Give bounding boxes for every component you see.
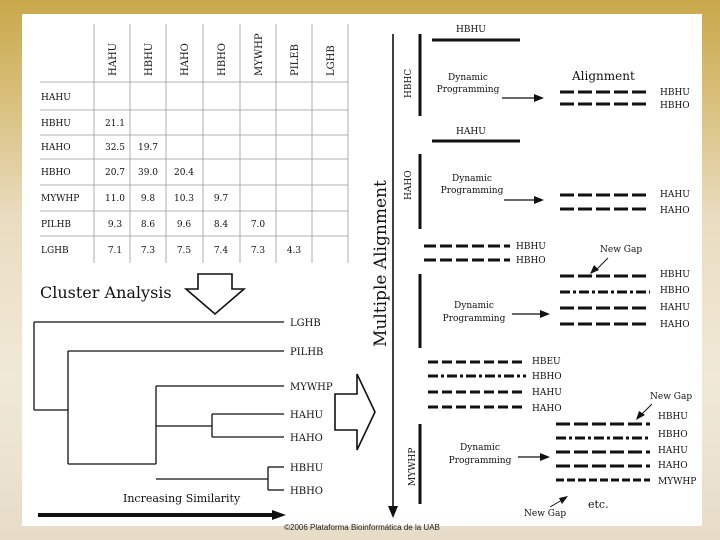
process-label: Dynamic <box>448 73 488 83</box>
output-label: HAHO <box>660 320 690 330</box>
leaf-label: MYWHP <box>290 382 333 393</box>
alignment-title: Alignment <box>572 69 635 83</box>
row-header: MYWHP <box>41 194 80 204</box>
output-label: HBHU <box>660 270 690 280</box>
arrow-icon <box>534 94 544 102</box>
output-label: HBHU <box>660 88 690 98</box>
new-gap-label: New Gap <box>600 245 643 255</box>
new-gap-label: New Gap <box>524 509 567 519</box>
col-header: LGHB <box>326 45 337 76</box>
arrow-icon <box>540 453 550 461</box>
output-label: HAHU <box>658 446 688 456</box>
arrow-icon <box>534 196 544 204</box>
table-cell: 7.3 <box>250 246 266 256</box>
process-label: Dynamic <box>460 443 500 453</box>
stage-3 <box>420 242 690 348</box>
table-cell: 9.3 <box>107 220 123 230</box>
row-header: HAHU <box>41 93 71 103</box>
table-cell: 7.5 <box>176 246 192 256</box>
process-label: Programming <box>440 186 504 196</box>
footer: ©2006 Plataforma Bioinformática de la UAB <box>284 523 440 532</box>
table-row-headers <box>41 93 79 256</box>
arrow-icon <box>590 265 599 274</box>
spine-arrowhead-icon <box>388 506 398 518</box>
arrow-icon <box>540 310 550 318</box>
table-cell: 32.5 <box>104 143 126 153</box>
diagram <box>22 14 702 526</box>
table-cell: 7.4 <box>213 246 229 256</box>
input-label: HAHU <box>532 388 562 398</box>
cluster-analysis-title: Cluster Analysis <box>40 283 172 302</box>
leaf-label: HAHO <box>290 433 323 444</box>
col-header: MYWHP <box>254 33 265 76</box>
input-label: HBHO <box>532 372 562 382</box>
table-cell: 7.0 <box>250 220 266 230</box>
output-label: MYWHP <box>658 477 697 487</box>
output-label: HAHO <box>660 206 690 216</box>
input-label: HAHO <box>532 404 562 414</box>
similarity-arrow-icon <box>38 510 286 520</box>
dendrogram-leaves <box>290 318 333 497</box>
table-cell: 39.0 <box>137 168 159 178</box>
table-cell: 19.7 <box>137 143 159 153</box>
process-label: Dynamic <box>454 301 494 311</box>
row-header: PILHB <box>41 220 72 230</box>
table-col-headers <box>108 33 337 76</box>
leaf-label: LGHB <box>290 318 321 329</box>
table-cell: 10.3 <box>173 194 195 204</box>
col-header: HBHO <box>217 43 228 76</box>
col-header: HBHU <box>144 42 155 76</box>
side-label: MYWHP <box>408 447 418 486</box>
row-header: HAHO <box>41 143 71 153</box>
table-cell: 20.7 <box>104 168 126 178</box>
side-label: HAHO <box>404 170 414 200</box>
output-label: HBHO <box>660 101 690 111</box>
table-cell: 11.0 <box>104 194 126 204</box>
process-label: Dynamic <box>452 174 492 184</box>
process-label: Programming <box>442 314 506 324</box>
side-label: HBHC <box>404 68 414 98</box>
table-cell: 7.1 <box>107 246 123 256</box>
row-header: HBHO <box>41 168 71 178</box>
stage-2 <box>404 154 690 229</box>
stage-1 <box>404 25 690 141</box>
table-cell: 9.6 <box>176 220 192 230</box>
input-label: HBEU <box>532 357 561 367</box>
process-label: Programming <box>448 456 512 466</box>
right-arrow-icon <box>335 374 375 450</box>
col-header: HAHU <box>108 42 119 76</box>
table-cell: 4.3 <box>286 246 302 256</box>
slide <box>22 14 702 532</box>
table-cell: 8.6 <box>140 220 156 230</box>
input-label: HBHU <box>456 25 486 35</box>
row-header: LGHB <box>41 246 69 256</box>
stage-4 <box>408 357 696 519</box>
input-label: HAHU <box>456 127 486 137</box>
output-label: HAHU <box>660 303 690 313</box>
leaf-label: HBHO <box>290 486 323 497</box>
col-header: PILEB <box>290 44 301 76</box>
col-header: HAHO <box>180 43 191 76</box>
etc-label: etc. <box>588 498 609 511</box>
output-label: HBHO <box>658 430 688 440</box>
new-gap-label: New Gap <box>650 392 693 402</box>
table-cell: 7.3 <box>140 246 156 256</box>
arrow-icon <box>559 496 568 504</box>
output-label: HBHU <box>658 412 688 422</box>
output-label: HAHU <box>660 190 690 200</box>
output-label: HBHO <box>660 286 690 296</box>
table-cell: 21.1 <box>104 119 126 129</box>
process-label: Programming <box>436 85 500 95</box>
row-header: HBHU <box>41 119 71 129</box>
dendrogram <box>34 322 284 490</box>
input-label: HBHO <box>516 256 546 266</box>
output-label: HAHO <box>658 461 688 471</box>
table-cell: 8.4 <box>213 220 229 230</box>
leaf-label: HAHU <box>290 410 324 421</box>
multiple-alignment-label: Multiple Alignment <box>371 180 391 347</box>
table-cell: 9.8 <box>140 194 156 204</box>
leaf-label: HBHU <box>290 463 324 474</box>
table-cell: 9.7 <box>213 194 229 204</box>
leaf-label: PILHB <box>290 347 324 358</box>
input-label: HBHU <box>516 242 546 252</box>
distance-table <box>40 24 348 263</box>
increasing-similarity-label: Increasing Similarity <box>123 492 241 505</box>
down-arrow-icon <box>186 274 244 314</box>
table-cell: 20.4 <box>173 168 195 178</box>
